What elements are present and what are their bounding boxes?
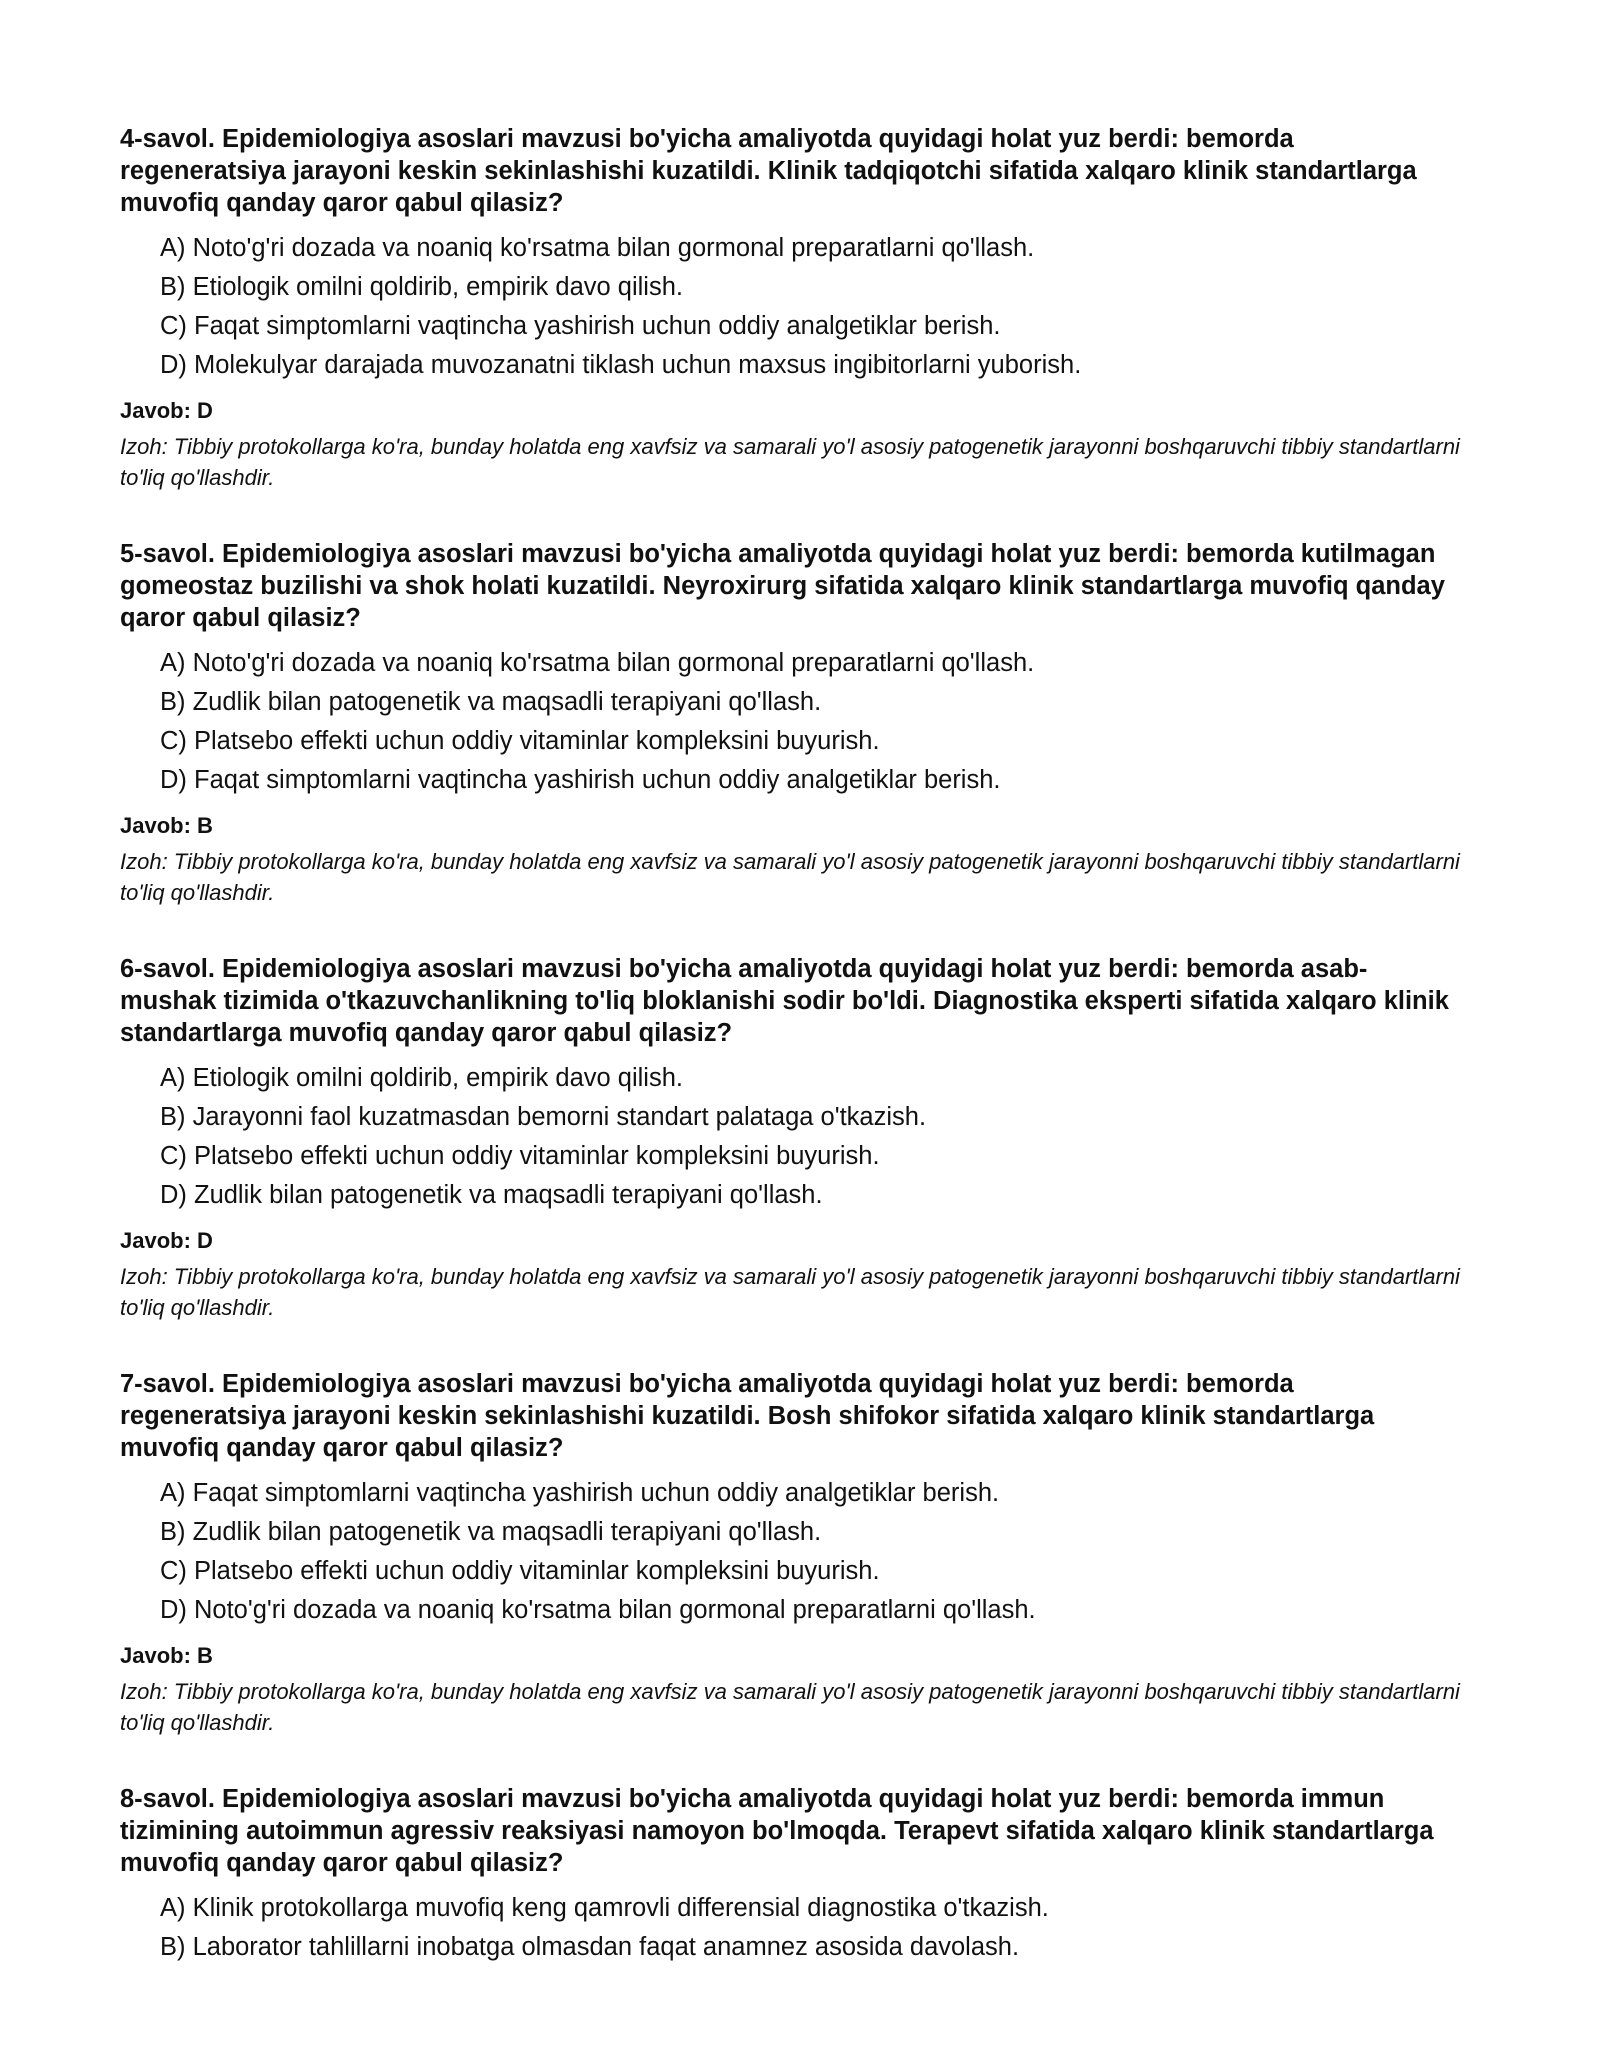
- question-text: 8-savol. Epidemiologiya asoslari mavzusi bo'yicha amaliyotda quyidagi holat yuz berdi: bemorda immun tizimining autoimmun agressiv reaksiyasi namoyon bo'lmoqda. Terapevt sifatida xalqaro klinik standartlarga muvofiq qanday qaror qabul qilasiz?: [120, 1785, 1434, 1877]
- question-text: 6-savol. Epidemiologiya asoslari mavzusi bo'yicha amaliyotda quyidagi holat yuz berdi: bemorda asab-mushak tizimida o'tkazuvchanlikning to'liq bloklanishi sodir bo'ldi. Diagnostika eksperti sifatida xalqaro klinik standartlarga muvofiq qanday qaror qabul qilasiz?: [120, 955, 1449, 1047]
- option-a: A) Etiologik omilni qoldirib, empirik davo qilish.: [160, 1064, 683, 1092]
- option-b: B) Zudlik bilan patogenetik va maqsadli terapiyani qo'llash.: [160, 1518, 822, 1546]
- document-page: [120, 123, 1460, 2012]
- answer-label: Javob: B: [120, 813, 213, 838]
- option-a: A) Noto'g'ri dozada va noaniq ko'rsatma bilan gormonal preparatlarni qo'llash.: [160, 234, 1035, 262]
- answer-label: Javob: B: [120, 1643, 213, 1668]
- question-5: [120, 538, 1460, 908]
- question-text: 4-savol. Epidemiologiya asoslari mavzusi bo'yicha amaliyotda quyidagi holat yuz berdi: bemorda regeneratsiya jarayoni keskin sekinlashishi kuzatildi. Klinik tadqiqotchi sifatida xalqaro klinik standartlarga muvofiq qanday qaror qabul qilasiz?: [120, 125, 1417, 217]
- option-d: D) Molekulyar darajada muvozanatni tiklash uchun maxsus ingibitorlarni yuborish.: [160, 351, 1082, 379]
- option-b: B) Etiologik omilni qoldirib, empirik davo qilish.: [160, 273, 683, 301]
- option-a: A) Noto'g'ri dozada va noaniq ko'rsatma bilan gormonal preparatlarni qo'llash.: [160, 649, 1035, 677]
- question-4: [120, 123, 1460, 493]
- option-c: C) Platsebo effekti uchun oddiy vitaminlar kompleksini buyurish.: [160, 727, 880, 755]
- answer-options: [120, 1474, 1460, 1630]
- question-7: [120, 1368, 1460, 1738]
- answer-label: Javob: D: [120, 398, 213, 423]
- option-d: D) Zudlik bilan patogenetik va maqsadli terapiyani qo'llash.: [160, 1181, 823, 1209]
- option-b: B) Jarayonni faol kuzatmasdan bemorni standart palataga o'tkazish.: [160, 1103, 927, 1131]
- answer-options: [120, 1059, 1460, 1215]
- answer-label: Javob: D: [120, 1228, 213, 1253]
- explanation-text: Izoh: Tibbiy protokollarga ko'ra, bunday holatda eng xavfsiz va samarali yo'l asosiy patogenetik jarayonni boshqaruvchi tibbiy standartlarni to'liq qo'llashdir.: [120, 1679, 1460, 1735]
- explanation-text: Izoh: Tibbiy protokollarga ko'ra, bunday holatda eng xavfsiz va samarali yo'l asosiy patogenetik jarayonni boshqaruvchi tibbiy standartlarni to'liq qo'llashdir.: [120, 434, 1460, 490]
- option-a: A) Faqat simptomlarni vaqtincha yashirish uchun oddiy analgetiklar berish.: [160, 1479, 1000, 1507]
- question-text: 7-savol. Epidemiologiya asoslari mavzusi bo'yicha amaliyotda quyidagi holat yuz berdi: bemorda regeneratsiya jarayoni keskin sekinlashishi kuzatildi. Bosh shifokor sifatida xalqaro klinik standartlarga muvofiq qanday qaror qabul qilasiz?: [120, 1370, 1375, 1462]
- explanation-text: Izoh: Tibbiy protokollarga ko'ra, bunday holatda eng xavfsiz va samarali yo'l asosiy patogenetik jarayonni boshqaruvchi tibbiy standartlarni to'liq qo'llashdir.: [120, 1264, 1460, 1320]
- option-c: C) Faqat simptomlarni vaqtincha yashirish uchun oddiy analgetiklar berish.: [160, 312, 1001, 340]
- option-b: B) Zudlik bilan patogenetik va maqsadli terapiyani qo'llash.: [160, 688, 822, 716]
- option-d: D) Noto'g'ri dozada va noaniq ko'rsatma bilan gormonal preparatlarni qo'llash.: [160, 1596, 1036, 1624]
- answer-options: [120, 644, 1460, 800]
- question-6: [120, 953, 1460, 1323]
- explanation-text: Izoh: Tibbiy protokollarga ko'ra, bunday holatda eng xavfsiz va samarali yo'l asosiy patogenetik jarayonni boshqaruvchi tibbiy standartlarni to'liq qo'llashdir.: [120, 849, 1460, 905]
- option-c: C) Platsebo effekti uchun oddiy vitaminlar kompleksini buyurish.: [160, 1142, 880, 1170]
- answer-options: [120, 1889, 1460, 1967]
- option-a: A) Klinik protokollarga muvofiq keng qamrovli differensial diagnostika o'tkazish.: [160, 1894, 1049, 1922]
- option-b: B) Laborator tahlillarni inobatga olmasdan faqat anamnez asosida davolash.: [160, 1933, 1020, 1961]
- answer-options: [120, 229, 1460, 385]
- question-text: 5-savol. Epidemiologiya asoslari mavzusi bo'yicha amaliyotda quyidagi holat yuz berdi: bemorda kutilmagan gomeostaz buzilishi va shok holati kuzatildi. Neyroxirurg sifatida xalqaro klinik standartlarga muvofiq qanday qaror qabul qilasiz?: [120, 540, 1445, 632]
- question-8: [120, 1783, 1460, 1967]
- option-c: C) Platsebo effekti uchun oddiy vitaminlar kompleksini buyurish.: [160, 1557, 880, 1585]
- option-d: D) Faqat simptomlarni vaqtincha yashirish uchun oddiy analgetiklar berish.: [160, 766, 1001, 794]
